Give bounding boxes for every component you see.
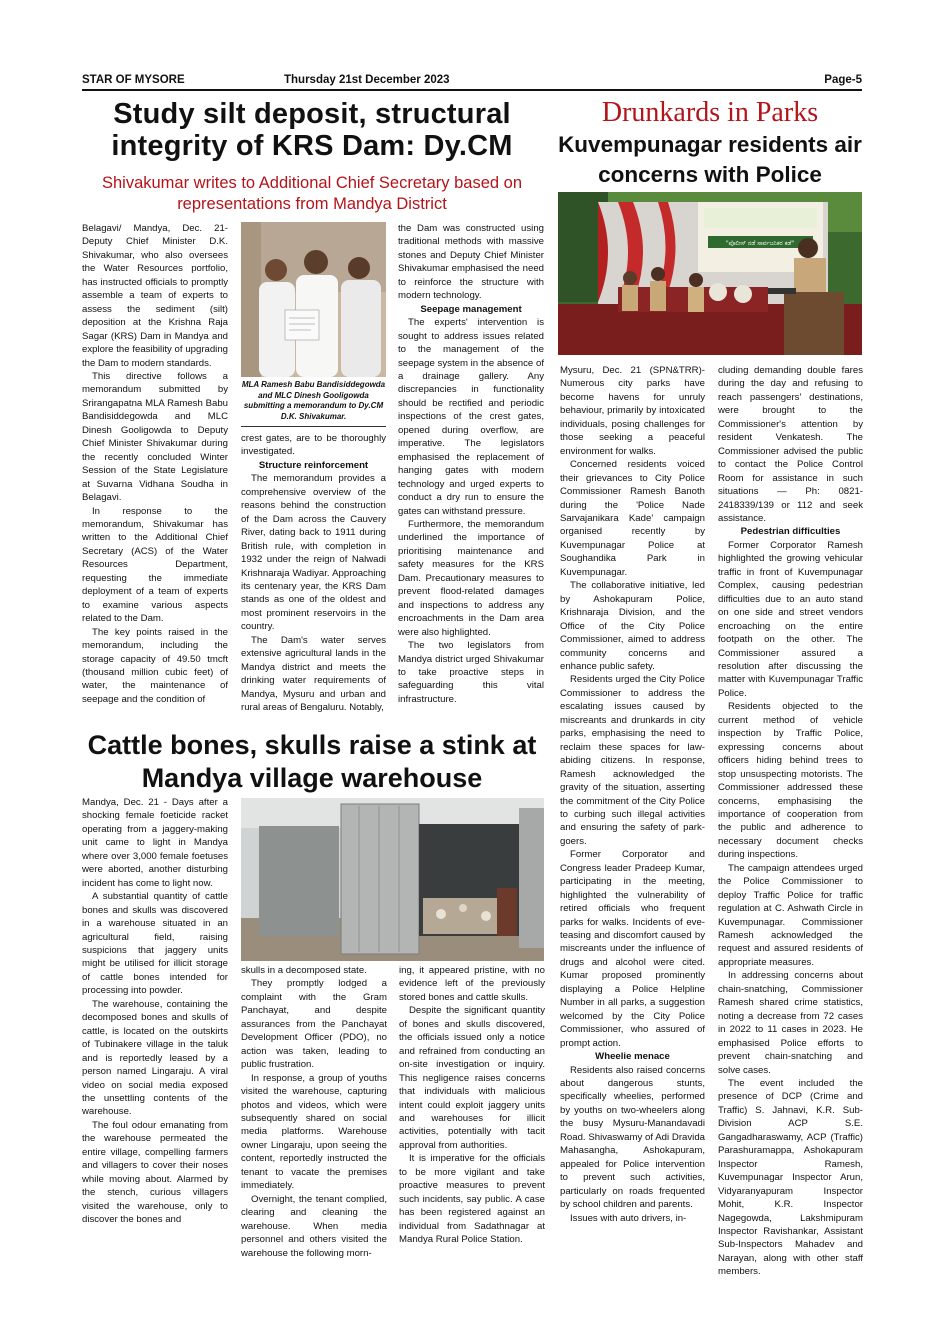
story2-column-1 <box>560 364 705 1264</box>
paragraph: The warehouse, containing the decomposed bones and skulls of cattle, is located on the outskirts of Tubinakere village in the taluk and is reportedly leased by a person named Lingaraju. A viral video on social media exposed the unsettling contents of the warehouse. <box>82 998 228 1118</box>
paragraph: Mysuru, Dec. 21 (SPN&TRR)- Numerous city parks have become havens for unruly behaviour, primarily by intoxicated individuals, posing challenges for those seeking a peaceful environment for walks. <box>560 365 705 457</box>
masthead <box>82 72 862 88</box>
paragraph: The experts' intervention is sought to address issues related to the management of the seepage system in the absence of a drainage gallery. Any discrepancies in functionality should be rectified and periodic inspections of the crest gates, opened during overflow, are imperative. The legislators emphasised the replacement of hanging gates with modern technology and urged experts to conduct a dry run to ensure the gates can withstand pressure. <box>398 317 544 517</box>
paragraph: Residents also raised concerns about dangerous stunts, specifically wheelies, performed by youths on two-wheelers along the busy Mysuru-Manandavadi Road. Shivaswamy of Adi Dravida Mahasangha, Ashokapuram, appealed for Police intervention to prevent such activities, particularly on roads frequented by school children and parents. <box>560 1064 705 1211</box>
paragraph: Former Corporator and Congress leader Pradeep Kumar, participating in the meeting, highlighted the vulnerability of retired officials who frequent parks for walks. Incidents of eve-teasing and discomfort caused by miscreants under the influence of drugs and alcohol were cited. Kumar proposed prominently displaying a Police Helpline Number in all parks, a suggestion welcomed by the City Police Commissioner, who assured of prompt action. <box>560 849 705 1049</box>
paragraph: The memorandum provides a comprehensive overview of the reasons behind the construction of the Dam across the Cauvery River, dating back to 1911 during British rule, with completion in 1932 under the reign of Nalwadi Krishnaraja Wadiyar. Approaching its centenary year, the KRS Dam stands as one of the oldest and most prominent reservoirs in the country. <box>241 473 386 633</box>
paragraph: the Dam was constructed using traditional methods with massive stones and Deputy Chief Minister Shivakumar emphasised the need to reinforce the structure with modern technology. <box>398 223 544 302</box>
paper-name: STAR OF MYSORE <box>82 74 185 86</box>
paragraph: Residents urged the City Police Commissioner to address the escalating issues caused by miscreants and drunkards in city parks, emphasising the need to reclaim these spaces for law-abiding citizens. In response, Ramesh acknowledged the gravity of the situation, asserting the commitment of the City Police to curbing such illegal activities and ensuring the safety of park-goers. <box>560 674 705 847</box>
paragraph: Belagavi/ Mandya, Dec. 21- Deputy Chief Minister D.K. Shivakumar, who also oversees the Water Resources portfolio, has instructed officials to promptly assemble a team of experts to assess the sediment (silt) deposition at the Krishna Raja Sagar (KRS) Dam in Mandya and explore the feasibility of upgrading the Dam to modern standards. <box>82 223 228 369</box>
story1-photo-caption: MLA Ramesh Babu Bandisiddegowda and MLC Dinesh Gooligowda submitting a memorandum to Dy.CM D.K. Shivakumar. <box>241 380 386 421</box>
paragraph: This directive follows a memorandum submitted by Srirangapatna MLA Ramesh Babu Bandisiddegowda and MLC Dinesh Gooligowda to Deputy Chief Minister Shivakumar during the recently concluded Winter Session of the State Legislature at Suvarna Vidhana Soudha in Belagavi. <box>82 370 228 504</box>
story1-subheadline: Shivakumar writes to Additional Chief Secretary based on representations from Mandya District <box>101 174 523 214</box>
story1-headline: Study silt deposit, structural integrity of KRS Dam: Dy.CM <box>111 98 513 163</box>
banner-text: "ಪೊಲೀಸ್ ನಡೆ ಸಾರ್ವಜನಿಕರ ಕಡೆ" <box>725 240 795 247</box>
paragraph: Concerned residents voiced their grievances to City Police Commissioner Ramesh Banoth during the 'Police Nade Sarvajanikara Kade' campaign organised recently by Kuvempunagar Police at Soughandika Park in Kuvempunagar. <box>560 459 705 578</box>
paragraph: The key points raised in the memorandum, including the storage capacity of 49.50 tmcft (thousand million cubic feet) of water, the maintenance of seepage and the condition of <box>82 626 228 705</box>
story1-column-2 <box>241 432 386 727</box>
issue-date: Thursday 21st December 2023 <box>284 74 450 86</box>
paragraph: skulls in a decomposed state. <box>241 965 367 976</box>
subhead: Wheelie menace <box>595 1051 670 1063</box>
paragraph: crest gates, are to be thoroughly investigated. <box>241 433 386 458</box>
subhead: Pedestrian difficulties <box>740 526 841 538</box>
story2-photo <box>558 192 862 355</box>
warehouse-photo-illustration <box>241 798 544 961</box>
story2-headline: Kuvempunagar residents air concerns with Police <box>558 132 862 188</box>
paragraph: cluding demanding double fares during the day and refusing to reach passengers' destinations, were brought to the Commissioner's attention by resident Venkatesh. The Commissioner advised the public to contact the Police Control Room for assistance in such situations — Ph: 0821-2418339/139 or 112 and seek assistance. <box>718 365 863 524</box>
masthead-rule <box>82 89 862 91</box>
paragraph: In addressing concerns about chain-snatching, Commissioner Ramesh shared crime statistics, noting a decrease from 72 cases in 2022 to 11 cases in 2023. He emphasised Police efforts to prevent chain-snatching and solve cases. <box>718 970 863 1076</box>
paragraph: They promptly lodged a complaint with the Gram Panchayat, and despite assurances from the Panchayat Development Officer (PDO), no action was taken, leading to public frustration. <box>241 978 387 1071</box>
paragraph: Overnight, the tenant complied, clearing and cleaning the warehouse. When media personnel and others visited the warehouse the following morn- <box>241 1193 387 1259</box>
story3-column-3 <box>399 964 545 1264</box>
paragraph: The collaborative initiative, led by Ashokapuram Police, Krishnaraja Division, and the Office of the City Police Commissioner, aimed to address community concerns and enhance public safety. <box>560 580 705 672</box>
police-event-photo-illustration <box>558 192 862 355</box>
paragraph: Residents objected to the current method of vehicle inspection by Traffic Police, expressing concerns about officers hiding behind trees to stop unsuspecting motorists. The Commissioner addressed these concerns, emphasising the importance of cooperation from the public and adherence to necessary document checks during inspections. <box>718 701 863 861</box>
page-number: Page-5 <box>824 74 862 86</box>
paragraph: In response, a group of youths visited the warehouse, capturing photos and videos, which were subsequently shared on social media platforms. Warehouse owner Lingaraju, upon seeing the content, reportedly instructed the tenant to vacate the premises immediately. <box>241 1072 387 1192</box>
paragraph: Mandya, Dec. 21 - Days after a shocking female foeticide racket operating from a jaggery-making unit came to light in Mandya where over 3,000 female foetuses were aborted, another disturbing incident has come to light now. <box>82 797 228 889</box>
story3-column-2 <box>241 964 387 1264</box>
paragraph: Issues with auto drivers, in- <box>570 1212 687 1224</box>
paragraph: In response to the memorandum, Shivakumar has written to the Additional Chief Secretary (ACS) of the Water Resources Department, requesting the immediate deployment of a team of experts to examine various aspects related to the Dam. <box>82 505 228 625</box>
story3-headline: Cattle bones, skulls raise a stink at Mandya village warehouse <box>87 730 537 793</box>
story2-kicker: Drunkards in Parks <box>601 97 819 128</box>
paragraph: The foul odour emanating from the warehouse permeated the entire village, compelling farmers and villagers to cover their noses while moving about. Alarmed by the stench, curious villagers visited the warehouse, only to discover the bones and <box>82 1119 228 1226</box>
story3-column-1 <box>82 796 228 1266</box>
paragraph: The two legislators from Mandya district urged Shivakumar to take proactive steps in safeguarding this vital infrastructure. <box>398 640 544 705</box>
subhead: Structure reinforcement <box>258 459 369 471</box>
paragraph: ing, it appeared pristine, with no evidence left of the previously stored bones and cattle skulls. <box>399 965 545 1003</box>
story3-photo <box>241 798 544 961</box>
story1-column-1 <box>82 222 228 727</box>
story1-photo <box>241 222 386 377</box>
paragraph: It is imperative for the officials to be more vigilant and take proactive measures to prevent such incidents, say public. A case has been registered against an individual from Sadathnagar at Mandya Rural Police Station. <box>399 1153 545 1246</box>
paragraph: Despite the significant quantity of bones and skulls discovered, the officials issued only a notice and refrained from conducting an on-site investigation or inquiry. This negligence raises concerns that individuals with malicious intent could exploit jaggery units and warehouses for illicit activities, potentially with tacit approval from authorities. <box>399 1005 545 1151</box>
memorandum-photo-illustration <box>241 222 386 377</box>
paragraph: A substantial quantity of cattle bones and skulls was discovered in a warehouse situated in an agricultural field, raising suspicions that jaggery units might be utilised for illicit storage of cattle bones intended for processing into powder. <box>82 891 228 997</box>
paragraph: Furthermore, the memorandum underlined the importance of prioritising maintenance and safety measures for the KRS Dam. Precautionary measures to prevent flood-related damages and inspections to address any encroachments in the Dam area were also highlighted. <box>398 518 544 638</box>
story2-column-2 <box>718 364 863 1278</box>
caption-rule <box>241 426 386 427</box>
paragraph: The Dam's water serves extensive agricultural lands in the Mandya district and meets the drinking water requirements of Mandya, Mysuru and urban and rural areas of Bengaluru. Notably, <box>241 634 386 714</box>
story1-column-3 <box>398 222 544 727</box>
paragraph: The campaign attendees urged the Police Commissioner to deploy Traffic Police for traffic regulation at C. Ashwath Circle in Kuvempunagar. Commissioner Ramesh acknowledged the request and assured residents of appropriate measures. <box>718 862 863 968</box>
paragraph: The event included the presence of DCP (Crime and Traffic) S. Jahnavi, K.R. Sub-Division ACP S.E. Gangadharaswamy, ACP (Traffic) Parashuramappa, Ashokapuram Inspector Ramesh, Kuvempunagar Inspector Arun, Vidyaranyapuram Inspector Mohit, K.R. Inspector Nagegowda, Lakshmipuram Inspector Ravishankar, Assistant Sub-Inspectors Mahadev and Narayan, along with other staff members. <box>718 1078 863 1278</box>
paragraph: Former Corporator Ramesh highlighted the growing vehicular traffic in front of Kuvempunagar Complex, causing pedestrian difficulties due to an auto stand on one side and street vendors encroaching on the entire footpath on the other. The Commissioner assured a resolution after discussing the matter with Kuvempunagar Traffic Police. <box>718 539 863 699</box>
subhead: Seepage management <box>420 303 522 315</box>
